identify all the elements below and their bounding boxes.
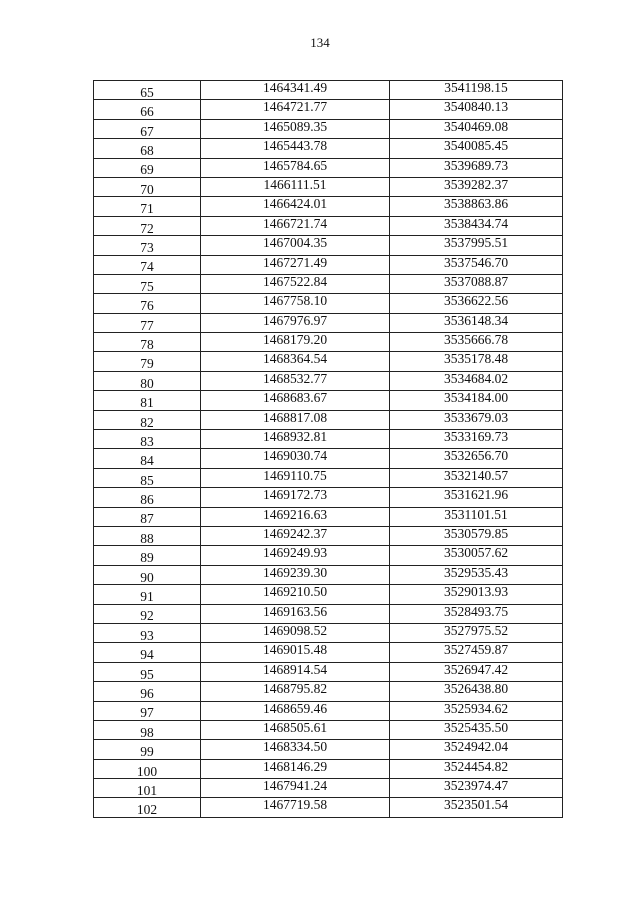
y-coordinate-cell: 3525435.50	[390, 720, 563, 739]
point-number-cell: 74	[94, 255, 201, 274]
y-coordinate-cell: 3529013.93	[390, 585, 563, 604]
table-row	[94, 274, 563, 293]
x-coordinate-cell: 1467941.24	[201, 779, 390, 798]
y-coordinate-cell: 3535178.48	[390, 352, 563, 371]
y-coordinate-cell: 3534184.00	[390, 391, 563, 410]
table-row	[94, 585, 563, 604]
x-coordinate-cell: 1468914.54	[201, 662, 390, 681]
table-row	[94, 759, 563, 778]
x-coordinate-cell: 1467522.84	[201, 274, 390, 293]
y-coordinate-cell: 3538863.86	[390, 197, 563, 216]
x-coordinate-cell: 1468532.77	[201, 371, 390, 390]
table-row	[94, 177, 563, 196]
table-row	[94, 798, 563, 817]
table-row	[94, 371, 563, 390]
y-coordinate-cell: 3532656.70	[390, 449, 563, 468]
x-coordinate-cell: 1466721.74	[201, 216, 390, 235]
point-number-cell: 89	[94, 546, 201, 565]
table-row	[94, 352, 563, 371]
point-number-cell: 76	[94, 294, 201, 313]
y-coordinate-cell: 3524454.82	[390, 759, 563, 778]
table-row	[94, 81, 563, 100]
x-coordinate-cell: 1467976.97	[201, 313, 390, 332]
x-coordinate-cell: 1467758.10	[201, 294, 390, 313]
table-row	[94, 682, 563, 701]
x-coordinate-cell: 1468334.50	[201, 740, 390, 759]
y-coordinate-cell: 3537546.70	[390, 255, 563, 274]
x-coordinate-cell: 1469242.37	[201, 526, 390, 545]
y-coordinate-cell: 3538434.74	[390, 216, 563, 235]
y-coordinate-cell: 3536148.34	[390, 313, 563, 332]
y-coordinate-cell: 3523501.54	[390, 798, 563, 817]
y-coordinate-cell: 3539689.73	[390, 158, 563, 177]
table-row	[94, 100, 563, 119]
x-coordinate-cell: 1466111.51	[201, 177, 390, 196]
y-coordinate-cell: 3532140.57	[390, 468, 563, 487]
table-row	[94, 333, 563, 352]
x-coordinate-cell: 1469030.74	[201, 449, 390, 468]
point-number-cell: 67	[94, 119, 201, 138]
table-row	[94, 313, 563, 332]
x-coordinate-cell: 1465089.35	[201, 119, 390, 138]
x-coordinate-cell: 1468795.82	[201, 682, 390, 701]
y-coordinate-cell: 3525934.62	[390, 701, 563, 720]
y-coordinate-cell: 3540840.13	[390, 100, 563, 119]
y-coordinate-cell: 3528493.75	[390, 604, 563, 623]
coordinates-table-body	[94, 81, 563, 818]
table-row	[94, 119, 563, 138]
table-row	[94, 546, 563, 565]
table-row	[94, 236, 563, 255]
y-coordinate-cell: 3540085.45	[390, 139, 563, 158]
y-coordinate-cell: 3537088.87	[390, 274, 563, 293]
y-coordinate-cell: 3536622.56	[390, 294, 563, 313]
x-coordinate-cell: 1468817.08	[201, 410, 390, 429]
y-coordinate-cell: 3540469.08	[390, 119, 563, 138]
x-coordinate-cell: 1468179.20	[201, 333, 390, 352]
table-row	[94, 468, 563, 487]
point-number-cell: 96	[94, 682, 201, 701]
x-coordinate-cell: 1467271.49	[201, 255, 390, 274]
table-row	[94, 779, 563, 798]
table-row	[94, 565, 563, 584]
x-coordinate-cell: 1465443.78	[201, 139, 390, 158]
y-coordinate-cell: 3533679.03	[390, 410, 563, 429]
y-coordinate-cell: 3531621.96	[390, 488, 563, 507]
point-number-cell: 71	[94, 197, 201, 216]
table-row	[94, 507, 563, 526]
table-row	[94, 449, 563, 468]
table-row	[94, 294, 563, 313]
point-number-cell: 68	[94, 139, 201, 158]
y-coordinate-cell: 3527975.52	[390, 623, 563, 642]
x-coordinate-cell: 1464341.49	[201, 81, 390, 100]
table-row	[94, 662, 563, 681]
point-number-cell: 98	[94, 720, 201, 739]
point-number-cell: 100	[94, 759, 201, 778]
page-number: 134	[310, 35, 330, 50]
x-coordinate-cell: 1464721.77	[201, 100, 390, 119]
point-number-cell: 65	[94, 81, 201, 100]
y-coordinate-cell: 3539282.37	[390, 177, 563, 196]
table-row	[94, 720, 563, 739]
point-number-cell: 97	[94, 701, 201, 720]
table-row	[94, 410, 563, 429]
y-coordinate-cell: 3524942.04	[390, 740, 563, 759]
x-coordinate-cell: 1468683.67	[201, 391, 390, 410]
point-number-cell: 73	[94, 236, 201, 255]
x-coordinate-cell: 1469249.93	[201, 546, 390, 565]
y-coordinate-cell: 3530057.62	[390, 546, 563, 565]
x-coordinate-cell: 1468146.29	[201, 759, 390, 778]
table-row	[94, 430, 563, 449]
y-coordinate-cell: 3529535.43	[390, 565, 563, 584]
point-number-cell: 85	[94, 468, 201, 487]
y-coordinate-cell: 3534684.02	[390, 371, 563, 390]
point-number-cell: 95	[94, 662, 201, 681]
x-coordinate-cell: 1469015.48	[201, 643, 390, 662]
x-coordinate-cell: 1469110.75	[201, 468, 390, 487]
x-coordinate-cell: 1469210.50	[201, 585, 390, 604]
y-coordinate-cell: 3541198.15	[390, 81, 563, 100]
y-coordinate-cell: 3535666.78	[390, 333, 563, 352]
table-row	[94, 197, 563, 216]
table-row	[94, 623, 563, 642]
point-number-cell: 81	[94, 391, 201, 410]
table-row	[94, 488, 563, 507]
point-number-cell: 83	[94, 430, 201, 449]
point-number-cell: 79	[94, 352, 201, 371]
x-coordinate-cell: 1467004.35	[201, 236, 390, 255]
y-coordinate-cell: 3523974.47	[390, 779, 563, 798]
point-number-cell: 84	[94, 449, 201, 468]
y-coordinate-cell: 3533169.73	[390, 430, 563, 449]
table-row	[94, 740, 563, 759]
point-number-cell: 80	[94, 371, 201, 390]
table-row	[94, 158, 563, 177]
y-coordinate-cell: 3526947.42	[390, 662, 563, 681]
point-number-cell: 87	[94, 507, 201, 526]
point-number-cell: 75	[94, 274, 201, 293]
table-row	[94, 526, 563, 545]
point-number-cell: 102	[94, 798, 201, 817]
table-row	[94, 216, 563, 235]
point-number-cell: 86	[94, 488, 201, 507]
point-number-cell: 78	[94, 333, 201, 352]
y-coordinate-cell: 3526438.80	[390, 682, 563, 701]
table-row	[94, 701, 563, 720]
y-coordinate-cell: 3527459.87	[390, 643, 563, 662]
point-number-cell: 91	[94, 585, 201, 604]
x-coordinate-cell: 1468659.46	[201, 701, 390, 720]
x-coordinate-cell: 1468932.81	[201, 430, 390, 449]
x-coordinate-cell: 1469239.30	[201, 565, 390, 584]
point-number-cell: 99	[94, 740, 201, 759]
y-coordinate-cell: 3531101.51	[390, 507, 563, 526]
table-row	[94, 255, 563, 274]
x-coordinate-cell: 1466424.01	[201, 197, 390, 216]
x-coordinate-cell: 1468505.61	[201, 720, 390, 739]
point-number-cell: 69	[94, 158, 201, 177]
table-row	[94, 391, 563, 410]
x-coordinate-cell: 1469098.52	[201, 623, 390, 642]
x-coordinate-cell: 1467719.58	[201, 798, 390, 817]
coordinates-table	[93, 80, 563, 818]
point-number-cell: 70	[94, 177, 201, 196]
point-number-cell: 88	[94, 526, 201, 545]
point-number-cell: 94	[94, 643, 201, 662]
x-coordinate-cell: 1465784.65	[201, 158, 390, 177]
point-number-cell: 66	[94, 100, 201, 119]
point-number-cell: 82	[94, 410, 201, 429]
x-coordinate-cell: 1469216.63	[201, 507, 390, 526]
point-number-cell: 90	[94, 565, 201, 584]
x-coordinate-cell: 1469172.73	[201, 488, 390, 507]
table-row	[94, 139, 563, 158]
point-number-cell: 93	[94, 623, 201, 642]
point-number-cell: 77	[94, 313, 201, 332]
x-coordinate-cell: 1468364.54	[201, 352, 390, 371]
x-coordinate-cell: 1469163.56	[201, 604, 390, 623]
y-coordinate-cell: 3530579.85	[390, 526, 563, 545]
table-row	[94, 604, 563, 623]
point-number-cell: 72	[94, 216, 201, 235]
point-number-cell: 92	[94, 604, 201, 623]
table-row	[94, 643, 563, 662]
point-number-cell: 101	[94, 779, 201, 798]
y-coordinate-cell: 3537995.51	[390, 236, 563, 255]
